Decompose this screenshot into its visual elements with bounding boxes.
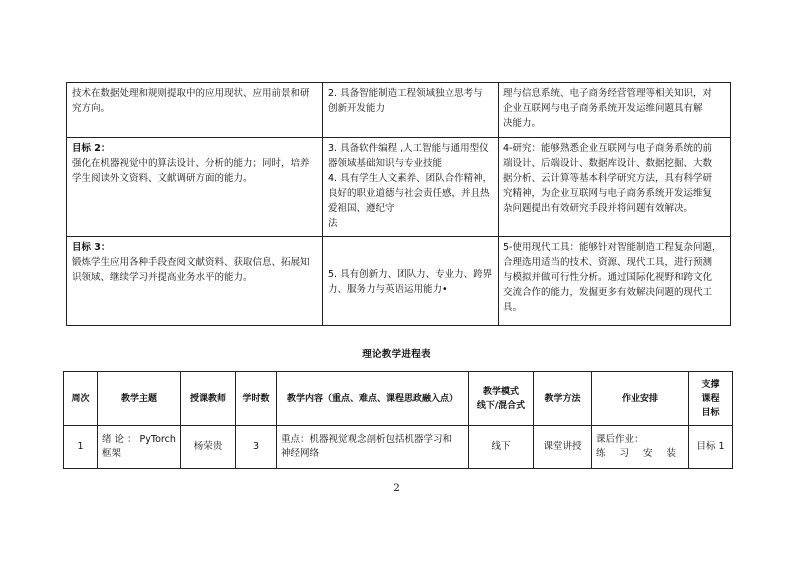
schedule-table	[63, 371, 733, 469]
ability-indicator-cell	[499, 237, 731, 326]
header-teacher: 授课教师	[181, 372, 236, 426]
text-line: 力、服务力与英语运用能力•	[328, 283, 448, 295]
text-line: 4-研究：能够熟悉企业互联网与电子商务系统的前	[503, 143, 712, 154]
text-line: 究精神，为企业互联网与电子商务系统开发运维复	[503, 188, 713, 199]
method-cell: 课堂讲授	[534, 426, 592, 469]
page-number: 2	[393, 483, 400, 494]
text-line: 据分析、云计算等基本科学研究方法，具有科学研	[503, 173, 713, 184]
text-line: 2. 具备智能制造工程领域独立思考与	[328, 88, 483, 99]
text-line: 5-使用现代工具：能够针对智能制造工程复杂问题，	[503, 242, 722, 253]
text-line: 5. 具有创新力、团队力、专业力、跨界	[328, 268, 493, 280]
text-line: 决能力。	[503, 118, 542, 129]
text-line: 神经网络	[281, 448, 320, 459]
text-line: 绪 论 ： PyTorch	[102, 434, 176, 445]
header-hours: 学时数	[236, 372, 277, 426]
header-week: 周次	[64, 372, 98, 426]
text-line: 框架	[102, 448, 122, 459]
text-line: 法	[328, 218, 338, 229]
schedule-header-row	[64, 372, 733, 426]
header-support-line3: 目标	[701, 407, 720, 418]
header-topic: 教学主题	[98, 372, 181, 426]
text-line: 3. 具备软件编程 ,人工智能与通用型仪	[328, 143, 489, 154]
header-content: 教学内容（重点、难点、课程思政融入点）	[277, 372, 469, 426]
topic-cell	[98, 426, 181, 469]
text-line: 技术在数据处理和规则提取中的应用现状、应用前景和研	[72, 88, 310, 99]
graduation-requirement-cell	[323, 237, 499, 326]
text-line: 4. 具有学生人文素养、团队合作精神，	[328, 173, 493, 184]
objective-row-1	[67, 83, 731, 138]
graduation-requirement-cell	[323, 138, 499, 237]
support-cell: 目标 1	[689, 426, 733, 469]
objective-heading: 目标 2：	[72, 143, 111, 154]
header-support-line1: 支撑	[701, 379, 720, 390]
graduation-requirement-cell	[323, 83, 499, 138]
ability-indicator-cell	[499, 138, 731, 237]
ability-indicator-cell	[499, 83, 731, 138]
teacher-cell: 杨荣贵	[181, 426, 236, 469]
content-cell	[277, 426, 469, 469]
header-homework: 作业安排	[592, 372, 689, 426]
text-line: 合理选用适当的技术、资源、现代工具，进行预测	[503, 257, 713, 268]
text-line: 识领域、继续学习并提高业务水平的能力。	[72, 272, 253, 283]
objective-row-2	[67, 138, 731, 237]
text-line: 端设计、后端设计、数据库设计、数据挖掘、大数	[503, 158, 713, 169]
header-mode-line2: 线下/混合式	[476, 400, 526, 411]
header-mode-line1: 教学模式	[482, 386, 519, 397]
text-line: 与模拟并做可行性分析。通过国际化视野和跨文化	[503, 272, 713, 283]
header-support	[689, 372, 733, 426]
mode-cell: 线下	[469, 426, 534, 469]
text-line: 学生阅读外文资料、文献调研方面的能力。	[72, 173, 253, 184]
text-line: 重点：机器视觉观念剖析包括机器学习和	[281, 434, 453, 445]
objective-description-cell	[67, 237, 323, 326]
header-mode	[469, 372, 534, 426]
objective-description-cell	[67, 138, 323, 237]
text-line: 良好的职业道德与社会责任感，并且热	[328, 188, 490, 199]
text-line: 锻炼学生应用各种手段查阅文献资料、获取信息、拓展知	[72, 257, 310, 268]
objective-heading: 目标 3：	[72, 242, 111, 253]
hours-cell: 3	[236, 426, 277, 469]
text-line: 强化在机器视觉中的算法设计、分析的能力；同时，培养	[72, 158, 310, 169]
schedule-title: 理论教学进程表	[362, 349, 431, 360]
text-line: 杂问题提出有效研究手段并将问题有效解决。	[503, 203, 694, 214]
text-line: 课后作业：	[596, 434, 644, 445]
text-line: 器领域基础知识与专业技能	[328, 158, 443, 169]
text-line: 交流合作的能力，发掘更多有效解决问题的现代工	[503, 287, 713, 298]
objective-row-3	[67, 237, 731, 326]
header-support-line2: 课程	[701, 393, 720, 404]
text-line: 练习安装	[596, 448, 691, 459]
homework-cell	[592, 426, 689, 469]
week-cell: 1	[64, 426, 98, 469]
objective-description-cell	[67, 83, 323, 138]
text-line: 具。	[503, 302, 523, 313]
header-method: 教学方法	[534, 372, 592, 426]
text-line: 爱祖国、遵纪守	[328, 203, 395, 214]
text-line: 企业互联网与电子商务系统开发运维问题具有解	[503, 103, 703, 114]
text-line: 理与信息系统、电子商务经营管理等相关知识，对	[503, 88, 713, 99]
text-line: 创新开发能力	[328, 103, 386, 114]
text-line: 究方向。	[72, 103, 111, 114]
objectives-table	[66, 82, 731, 326]
schedule-row	[64, 426, 733, 469]
